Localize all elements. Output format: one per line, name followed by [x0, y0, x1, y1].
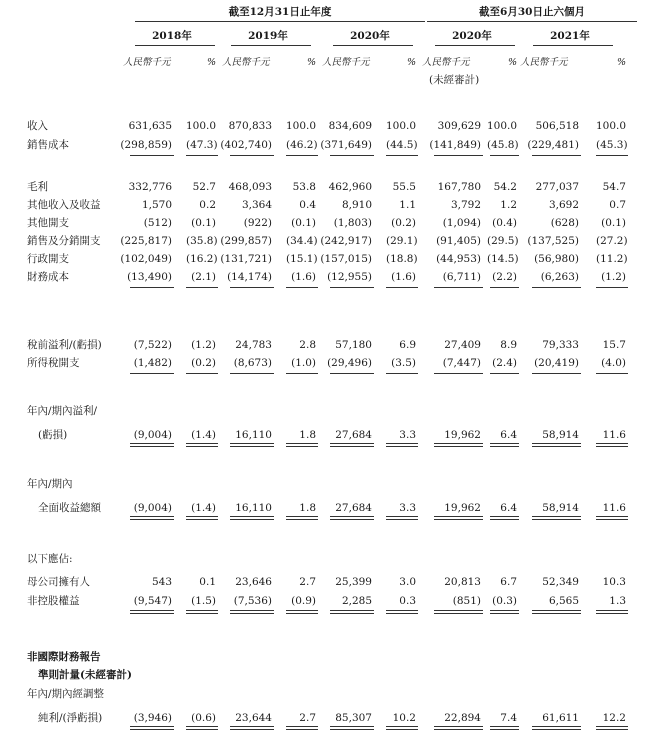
double-rule-attributable-2018-amount	[130, 610, 174, 614]
row-other-expenses-2019-pct: (0.1)	[291, 217, 316, 229]
row-non-controlling-interests-2019-amount: (7,536)	[233, 595, 272, 607]
col-2019-rule	[231, 45, 311, 46]
row-adjusted-net-profit-2021-h1-amount: 61,611	[542, 712, 579, 724]
row-total-comprehensive-income-2018-amount: (9,004)	[133, 502, 172, 514]
row-owners-of-parent-2019-amount: 23,646	[235, 576, 272, 588]
row-label-profit-before-tax: 稅前溢利/(虧損)	[27, 339, 102, 351]
row-label-admin-expenses: 行政開支	[27, 253, 69, 265]
row-profit-for-period-2019-amount: 16,110	[235, 429, 272, 441]
rule-below-income-tax-2020-pct	[386, 373, 418, 374]
row-label-other-expenses: 其他開支	[27, 217, 69, 229]
row-cost-of-sales-2020-pct: (44.5)	[386, 139, 418, 151]
rule-below-finance-costs-2018-pct	[186, 287, 218, 288]
row-admin-expenses-2020-amount: (157,015)	[320, 253, 372, 265]
row-label-nci: 非控股權益	[27, 595, 80, 607]
double-rule-profit-2021-h1-pct	[596, 443, 628, 447]
row-profit-for-period-2018-amount: (9,004)	[133, 429, 172, 441]
row-gross-profit-2020-amount: 462,960	[328, 181, 372, 193]
row-adjusted-net-profit-2019-amount: 23,644	[235, 712, 272, 724]
rule-below-income-tax-2018-amount	[130, 373, 174, 374]
row-revenue-2019-amount: 870,833	[228, 120, 272, 132]
col-2019-pct: %	[306, 57, 316, 68]
row-other-expenses-2020-h1-amount: (1,094)	[442, 217, 481, 229]
row-profit-before-tax-2020-h1-pct: 8.9	[500, 339, 517, 351]
row-adjusted-net-profit-2020-amount: 85,307	[335, 712, 372, 724]
col-2020-h1-pct: %	[507, 57, 517, 68]
row-cost-of-sales-2020-h1-amount: (141,849)	[429, 139, 481, 151]
row-other-expenses-2018-amount: (512)	[143, 217, 172, 229]
row-label-adjusted-line1: 年內/期內經調整	[27, 688, 105, 700]
double-rule-profit-2020-amount	[330, 443, 374, 447]
row-owners-of-parent-2021-h1-pct: 10.3	[602, 576, 626, 588]
row-label-tci-line2: 全面收益總額	[38, 502, 101, 514]
row-total-comprehensive-income-2020-h1-pct: 6.4	[500, 502, 517, 514]
row-admin-expenses-2019-amount: (131,721)	[220, 253, 272, 265]
row-selling-expenses-2021-h1-amount: (137,525)	[527, 235, 579, 247]
rule-below-income-tax-2018-pct	[186, 373, 218, 374]
row-income-tax-2020-pct: (3.5)	[391, 357, 416, 369]
row-owners-of-parent-2019-pct: 2.7	[299, 576, 316, 588]
row-gross-profit-2021-h1-amount: 277,037	[535, 181, 579, 193]
row-owners-of-parent-2021-h1-amount: 52,349	[542, 576, 579, 588]
row-revenue-2020-h1-amount: 309,629	[437, 120, 481, 132]
row-profit-before-tax-2020-pct: 6.9	[399, 339, 416, 351]
row-label-owners: 母公司擁有人	[27, 576, 90, 588]
col-2020-h1-year: 2020年	[452, 30, 492, 42]
double-rule-profit-2020-pct	[386, 443, 418, 447]
row-other-income-2020-amount: 8,910	[341, 199, 372, 211]
row-non-controlling-interests-2019-pct: (0.9)	[291, 595, 316, 607]
row-adjusted-net-profit-2019-pct: 2.7	[299, 712, 316, 724]
row-cost-of-sales-2018-pct: (47.3)	[186, 139, 218, 151]
row-finance-costs-2021-h1-amount: (6,263)	[540, 271, 579, 283]
double-rule-profit-2021-h1-amount	[532, 443, 581, 447]
row-admin-expenses-2018-pct: (16.2)	[186, 253, 218, 265]
col-2018-pct: %	[206, 57, 216, 68]
row-revenue-2018-pct: 100.0	[186, 120, 217, 132]
row-other-income-2019-pct: 0.4	[299, 199, 316, 211]
row-finance-costs-2018-pct: (2.1)	[191, 271, 216, 283]
col-2018-unit: 人民幣千元	[123, 57, 171, 68]
double-rule-tci-2020-amount	[330, 516, 374, 520]
row-total-comprehensive-income-2021-h1-amount: 58,914	[542, 502, 579, 514]
row-gross-profit-2019-amount: 468,093	[228, 181, 272, 193]
row-income-tax-2020-h1-amount: (7,447)	[442, 357, 481, 369]
year-end-header-rule	[135, 21, 425, 22]
row-owners-of-parent-2020-h1-pct: 6.7	[500, 576, 517, 588]
double-rule-attributable-2020-h1-pct	[490, 610, 519, 614]
row-admin-expenses-2019-pct: (15.1)	[286, 253, 318, 265]
row-adjusted-net-profit-2018-amount: (3,946)	[133, 712, 172, 724]
row-admin-expenses-2021-h1-pct: (11.2)	[596, 253, 628, 265]
row-gross-profit-2020-h1-amount: 167,780	[437, 181, 481, 193]
row-selling-expenses-2019-pct: (34.4)	[286, 235, 318, 247]
row-label-income-tax: 所得稅開支	[27, 357, 80, 369]
row-label-cost-of-sales: 銷售成本	[27, 139, 69, 151]
row-profit-for-period-2020-amount: 27,684	[335, 429, 372, 441]
row-other-expenses-2020-pct: (0.2)	[391, 217, 416, 229]
row-adjusted-net-profit-2020-h1-amount: 22,894	[444, 712, 481, 724]
rule-above-gross-profit-2021-h1-pct	[596, 155, 628, 156]
row-income-tax-2020-h1-pct: (2.4)	[492, 357, 517, 369]
col-2020-h1-rule	[435, 45, 515, 46]
col-2020-year: 2020年	[350, 30, 390, 42]
col-2021-h1-unit: 人民幣千元	[520, 57, 568, 68]
row-cost-of-sales-2021-h1-amount: (229,481)	[527, 139, 579, 151]
year-end-period-header: 截至12月31日止年度	[228, 6, 332, 18]
row-profit-before-tax-2021-h1-amount: 79,333	[542, 339, 579, 351]
row-other-income-2021-h1-pct: 0.7	[609, 199, 626, 211]
double-rule-adjusted-2019-pct	[286, 726, 318, 730]
row-cost-of-sales-2019-amount: (402,740)	[220, 139, 272, 151]
double-rule-adjusted-2021-h1-amount	[532, 726, 581, 730]
col-2020-rule	[333, 45, 413, 46]
col-2019-year: 2019年	[248, 30, 288, 42]
row-income-tax-2019-amount: (8,673)	[233, 357, 272, 369]
row-adjusted-net-profit-2018-pct: (0.6)	[191, 712, 216, 724]
col-2018-year: 2018年	[152, 30, 192, 42]
row-profit-before-tax-2021-h1-pct: 15.7	[602, 339, 626, 351]
col-2018-rule	[135, 45, 215, 46]
double-rule-attributable-2020-h1-amount	[434, 610, 483, 614]
row-total-comprehensive-income-2020-h1-amount: 19,962	[444, 502, 481, 514]
row-label-attributable: 以下應佔:	[27, 553, 73, 565]
row-total-comprehensive-income-2021-h1-pct: 11.6	[602, 502, 626, 514]
double-rule-tci-2021-h1-pct	[596, 516, 628, 520]
row-profit-for-period-2020-h1-pct: 6.4	[500, 429, 517, 441]
double-rule-tci-2020-h1-amount	[434, 516, 483, 520]
row-gross-profit-2020-pct: 55.5	[392, 181, 416, 193]
six-month-period-header: 截至6月30日止六個月	[479, 6, 585, 18]
row-income-tax-2018-amount: (1,482)	[133, 357, 172, 369]
double-rule-profit-2020-h1-amount	[434, 443, 483, 447]
rule-above-gross-profit-2018-pct	[186, 155, 218, 156]
row-other-expenses-2020-amount: (1,803)	[333, 217, 372, 229]
rule-above-gross-profit-2020-amount	[330, 155, 374, 156]
row-cost-of-sales-2018-amount: (298,859)	[120, 139, 172, 151]
row-other-income-2020-h1-amount: 3,792	[450, 199, 481, 211]
row-other-income-2018-amount: 1,570	[141, 199, 172, 211]
row-adjusted-net-profit-2021-h1-pct: 12.2	[602, 712, 626, 724]
double-rule-attributable-2019-pct	[286, 610, 318, 614]
row-label-tci-line1: 年內/期內	[27, 478, 73, 490]
row-total-comprehensive-income-2019-pct: 1.8	[299, 502, 316, 514]
row-non-controlling-interests-2021-h1-pct: 1.3	[609, 595, 626, 607]
double-rule-adjusted-2020-amount	[330, 726, 374, 730]
double-rule-tci-2021-h1-amount	[532, 516, 581, 520]
rule-below-finance-costs-2019-pct	[286, 287, 318, 288]
double-rule-adjusted-2019-amount	[230, 726, 274, 730]
row-adjusted-net-profit-2020-pct: 10.2	[392, 712, 416, 724]
double-rule-tci-2018-pct	[186, 516, 218, 520]
row-profit-for-period-2021-h1-pct: 11.6	[602, 429, 626, 441]
rule-below-income-tax-2021-h1-amount	[532, 373, 581, 374]
col-2020-pct: %	[406, 57, 416, 68]
row-profit-before-tax-2020-h1-amount: 27,409	[444, 339, 481, 351]
rule-below-finance-costs-2019-amount	[230, 287, 274, 288]
double-rule-profit-2018-amount	[130, 443, 174, 447]
row-income-tax-2018-pct: (0.2)	[191, 357, 216, 369]
row-other-expenses-2020-h1-pct: (0.4)	[492, 217, 517, 229]
row-non-controlling-interests-2018-amount: (9,547)	[133, 595, 172, 607]
row-selling-expenses-2020-h1-pct: (29.5)	[487, 235, 519, 247]
row-revenue-2018-amount: 631,635	[128, 120, 172, 132]
row-selling-expenses-2020-h1-amount: (91,405)	[436, 235, 481, 247]
col-2019-unit: 人民幣千元	[222, 57, 270, 68]
double-rule-profit-2019-amount	[230, 443, 274, 447]
rule-above-gross-profit-2019-amount	[230, 155, 274, 156]
col-2020-unit: 人民幣千元	[322, 57, 370, 68]
row-profit-before-tax-2020-amount: 57,180	[335, 339, 372, 351]
row-other-expenses-2019-amount: (922)	[243, 217, 272, 229]
row-selling-expenses-2018-amount: (225,817)	[120, 235, 172, 247]
row-total-comprehensive-income-2019-amount: 16,110	[235, 502, 272, 514]
row-non-controlling-interests-2020-h1-pct: (0.3)	[492, 595, 517, 607]
double-rule-adjusted-2020-h1-pct	[490, 726, 519, 730]
double-rule-tci-2019-pct	[286, 516, 318, 520]
rule-above-gross-profit-2020-h1-amount	[434, 155, 483, 156]
rule-below-finance-costs-2018-amount	[130, 287, 174, 288]
rule-below-income-tax-2020-h1-pct	[490, 373, 519, 374]
row-label-finance-costs: 財務成本	[27, 271, 69, 283]
col-2021-h1-pct: %	[616, 57, 626, 68]
rule-below-income-tax-2020-h1-amount	[434, 373, 483, 374]
row-gross-profit-2020-h1-pct: 54.2	[493, 181, 517, 193]
double-rule-attributable-2021-h1-amount	[532, 610, 581, 614]
row-gross-profit-2019-pct: 53.8	[292, 181, 316, 193]
row-other-expenses-2018-pct: (0.1)	[191, 217, 216, 229]
rule-below-income-tax-2021-h1-pct	[596, 373, 628, 374]
row-other-expenses-2021-h1-amount: (628)	[550, 217, 579, 229]
row-total-comprehensive-income-2020-amount: 27,684	[335, 502, 372, 514]
row-income-tax-2019-pct: (1.0)	[291, 357, 316, 369]
row-finance-costs-2020-h1-pct: (2.2)	[492, 271, 517, 283]
row-selling-expenses-2018-pct: (35.8)	[186, 235, 218, 247]
double-rule-attributable-2020-amount	[330, 610, 374, 614]
double-rule-attributable-2020-pct	[386, 610, 418, 614]
row-other-income-2019-amount: 3,364	[241, 199, 272, 211]
row-cost-of-sales-2020-h1-pct: (45.8)	[487, 139, 519, 151]
row-revenue-2020-amount: 834,609	[328, 120, 372, 132]
row-selling-expenses-2019-amount: (299,857)	[220, 235, 272, 247]
row-label-revenue: 收入	[27, 120, 48, 132]
rule-below-finance-costs-2020-h1-amount	[434, 287, 483, 288]
row-finance-costs-2021-h1-pct: (1.2)	[601, 271, 626, 283]
row-other-income-2020-h1-pct: 1.2	[500, 199, 517, 211]
rule-below-income-tax-2019-pct	[286, 373, 318, 374]
row-admin-expenses-2021-h1-amount: (56,980)	[534, 253, 579, 265]
rule-above-gross-profit-2021-h1-amount	[532, 155, 581, 156]
row-label-nonifrs-2: 準則計量(未經審計)	[38, 669, 132, 681]
row-other-income-2018-pct: 0.2	[199, 199, 216, 211]
row-revenue-2021-h1-amount: 506,518	[535, 120, 579, 132]
row-owners-of-parent-2018-amount: 543	[151, 576, 172, 588]
row-non-controlling-interests-2020-pct: 0.3	[399, 595, 416, 607]
unaudited-note: (未經審計)	[429, 74, 480, 86]
double-rule-adjusted-2020-h1-amount	[434, 726, 483, 730]
row-other-income-2021-h1-amount: 3,692	[548, 199, 579, 211]
row-profit-before-tax-2018-pct: (1.2)	[191, 339, 216, 351]
six-month-header-rule	[427, 21, 637, 22]
col-2021-h1-rule	[533, 45, 613, 46]
row-profit-before-tax-2019-pct: 2.8	[299, 339, 316, 351]
row-profit-before-tax-2018-amount: (7,522)	[133, 339, 172, 351]
row-selling-expenses-2020-pct: (29.1)	[386, 235, 418, 247]
row-income-tax-2021-h1-amount: (20,419)	[534, 357, 579, 369]
row-profit-for-period-2020-pct: 3.3	[399, 429, 416, 441]
row-non-controlling-interests-2020-amount: 2,285	[341, 595, 372, 607]
rule-above-gross-profit-2019-pct	[286, 155, 318, 156]
double-rule-tci-2019-amount	[230, 516, 274, 520]
row-finance-costs-2020-amount: (12,955)	[327, 271, 372, 283]
col-2021-h1-year: 2021年	[550, 30, 590, 42]
row-gross-profit-2021-h1-pct: 54.7	[602, 181, 626, 193]
row-revenue-2021-h1-pct: 100.0	[596, 120, 627, 132]
double-rule-profit-2020-h1-pct	[490, 443, 519, 447]
double-rule-tci-2020-h1-pct	[490, 516, 519, 520]
row-admin-expenses-2020-pct: (18.8)	[386, 253, 418, 265]
rule-above-gross-profit-2020-pct	[386, 155, 418, 156]
row-admin-expenses-2018-amount: (102,049)	[120, 253, 172, 265]
row-finance-costs-2020-h1-amount: (6,711)	[442, 271, 481, 283]
row-revenue-2020-h1-pct: 100.0	[487, 120, 518, 132]
double-rule-tci-2020-pct	[386, 516, 418, 520]
row-label-selling-expenses: 銷售及分銷開支	[27, 235, 101, 247]
rule-below-finance-costs-2020-amount	[330, 287, 374, 288]
double-rule-adjusted-2021-h1-pct	[596, 726, 628, 730]
row-admin-expenses-2020-h1-amount: (44,953)	[436, 253, 481, 265]
row-non-controlling-interests-2021-h1-amount: 6,565	[548, 595, 579, 607]
rule-below-finance-costs-2020-pct	[386, 287, 418, 288]
row-profit-for-period-2020-h1-amount: 19,962	[444, 429, 481, 441]
row-total-comprehensive-income-2020-pct: 3.3	[399, 502, 416, 514]
row-income-tax-2020-amount: (29,496)	[327, 357, 372, 369]
col-2020-h1-unit: 人民幣千元	[422, 57, 470, 68]
double-rule-attributable-2019-amount	[230, 610, 274, 614]
row-gross-profit-2018-amount: 332,776	[128, 181, 172, 193]
double-rule-tci-2018-amount	[130, 516, 174, 520]
double-rule-adjusted-2018-amount	[130, 726, 174, 730]
double-rule-adjusted-2018-pct	[186, 726, 218, 730]
row-profit-for-period-2019-pct: 1.8	[299, 429, 316, 441]
row-profit-for-period-2018-pct: (1.4)	[191, 429, 216, 441]
row-selling-expenses-2021-h1-pct: (27.2)	[596, 235, 628, 247]
row-label-gross-profit: 毛利	[27, 181, 48, 193]
row-cost-of-sales-2021-h1-pct: (45.3)	[596, 139, 628, 151]
rule-above-gross-profit-2018-amount	[130, 155, 174, 156]
rule-above-gross-profit-2020-h1-pct	[490, 155, 519, 156]
row-other-income-2020-pct: 1.1	[399, 199, 416, 211]
row-owners-of-parent-2020-h1-amount: 20,813	[444, 576, 481, 588]
row-cost-of-sales-2019-pct: (46.2)	[286, 139, 318, 151]
row-label-profit-line1: 年內/期內溢利/	[27, 405, 98, 417]
row-label-other-income: 其他收入及收益	[27, 199, 101, 211]
row-revenue-2019-pct: 100.0	[286, 120, 317, 132]
rule-below-finance-costs-2021-h1-amount	[532, 287, 581, 288]
double-rule-adjusted-2020-pct	[386, 726, 418, 730]
row-owners-of-parent-2020-pct: 3.0	[399, 576, 416, 588]
row-finance-costs-2018-amount: (13,490)	[127, 271, 172, 283]
row-income-tax-2021-h1-pct: (4.0)	[601, 357, 626, 369]
row-gross-profit-2018-pct: 52.7	[192, 181, 216, 193]
row-total-comprehensive-income-2018-pct: (1.4)	[191, 502, 216, 514]
double-rule-attributable-2018-pct	[186, 610, 218, 614]
row-non-controlling-interests-2018-pct: (1.5)	[191, 595, 216, 607]
row-owners-of-parent-2018-pct: 0.1	[199, 576, 216, 588]
row-other-expenses-2021-h1-pct: (0.1)	[601, 217, 626, 229]
row-revenue-2020-pct: 100.0	[386, 120, 417, 132]
row-adjusted-net-profit-2020-h1-pct: 7.4	[500, 712, 517, 724]
double-rule-profit-2018-pct	[186, 443, 218, 447]
row-owners-of-parent-2020-amount: 25,399	[335, 576, 372, 588]
row-label-nonifrs-1: 非國際財務報告	[27, 651, 101, 663]
rule-below-income-tax-2020-amount	[330, 373, 374, 374]
rule-below-income-tax-2019-amount	[230, 373, 274, 374]
row-label-adjusted-line2: 純利/(淨虧損)	[38, 712, 103, 724]
rule-below-finance-costs-2021-h1-pct	[596, 287, 628, 288]
row-finance-costs-2020-pct: (1.6)	[391, 271, 416, 283]
row-selling-expenses-2020-amount: (242,917)	[320, 235, 372, 247]
double-rule-attributable-2021-h1-pct	[596, 610, 628, 614]
row-non-controlling-interests-2020-h1-amount: (851)	[452, 595, 481, 607]
row-admin-expenses-2020-h1-pct: (14.5)	[487, 253, 519, 265]
row-profit-for-period-2021-h1-amount: 58,914	[542, 429, 579, 441]
row-cost-of-sales-2020-amount: (371,649)	[320, 139, 372, 151]
row-profit-before-tax-2019-amount: 24,783	[235, 339, 272, 351]
rule-below-finance-costs-2020-h1-pct	[490, 287, 519, 288]
row-finance-costs-2019-amount: (14,174)	[227, 271, 272, 283]
double-rule-profit-2019-pct	[286, 443, 318, 447]
row-label-profit-line2: (虧損)	[38, 429, 68, 441]
row-finance-costs-2019-pct: (1.6)	[291, 271, 316, 283]
